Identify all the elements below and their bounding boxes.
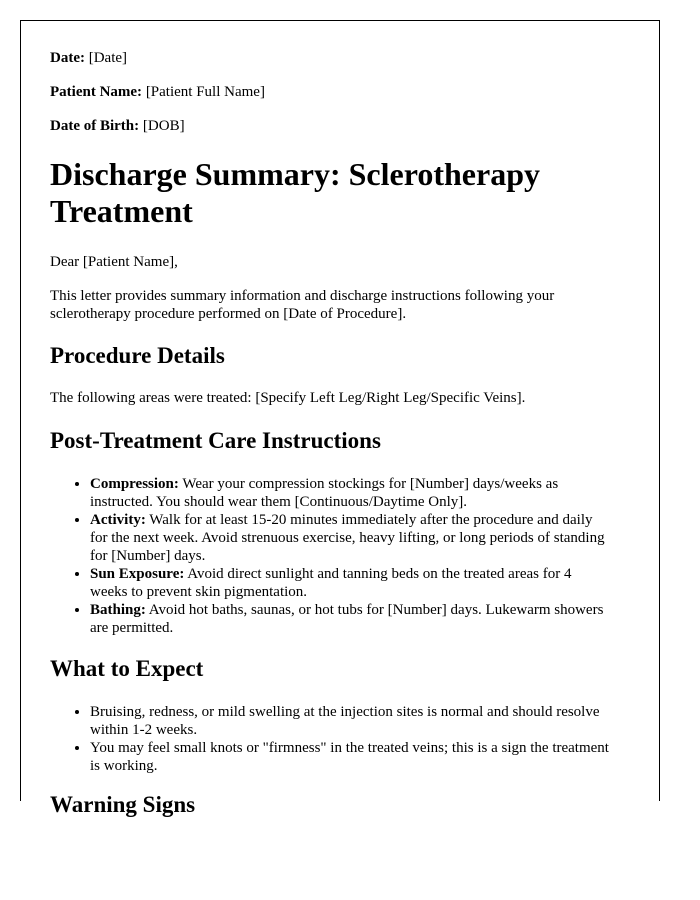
greeting: Dear [Patient Name], [50,254,178,270]
care-heading: Post-Treatment Care Instructions [50,428,381,453]
list-item-sun-exposure [90,565,610,601]
care-list [50,475,610,637]
bathing-label: Bathing: [90,602,146,618]
warning-heading: Warning Signs [50,792,196,817]
list-item-compression [90,475,610,511]
date-line [50,49,127,67]
patient-name-line [50,83,265,101]
dob-label: Date of Birth: [50,118,140,134]
letter-page [20,20,660,817]
dob-line [50,117,185,135]
procedure-heading: Procedure Details [50,343,225,368]
list-item-activity [90,511,610,565]
activity-label: Activity: [90,512,146,528]
sun-exposure-label: Sun Exposure: [90,566,185,582]
page-title: Discharge Summary: Sclerotherapy Treatment [50,156,540,229]
compression-text: Wear your compression stockings for [Number] days/weeks as instructed. You should wear them [Continuous/Daytime Only]. [90,476,559,510]
list-item-bathing [90,601,610,637]
dob-value: [DOB] [142,118,185,134]
patient-name-label: Patient Name: [50,84,143,100]
date-value: [Date] [88,50,128,66]
expect-list [50,703,610,775]
list-item-knots: • You may feel small knots or "firmness" in the treated veins; this is a sign the treatment is working. [90,739,610,775]
intro-paragraph: This letter provides summary information and discharge instructions following your sclerotherapy procedure performed on [Date of Procedure]. [50,288,555,322]
activity-text: Walk for at least 15-20 minutes immediately after the procedure and daily for the next week. Avoid strenuous exercise, heavy lifting, or long periods of standing for [Number] days. [90,512,605,564]
procedure-text: The following areas were treated: [Specify Left Leg/Right Leg/Specific Veins]. [50,390,526,406]
date-label: Date: [50,50,85,66]
expect-heading: What to Expect [50,656,204,681]
sun-exposure-text: Avoid direct sunlight and tanning beds on the treated areas for 4 weeks to prevent skin pigmentation. [90,566,572,600]
compression-label: Compression: [90,476,179,492]
bathing-text: Avoid hot baths, saunas, or hot tubs for [Number] days. Lukewarm showers are permitted. [90,602,604,636]
list-item-bruising: • Bruising, redness, or mild swelling at the injection sites is normal and should resolve within 1-2 weeks. [90,703,610,739]
patient-name-value: [Patient Full Name] [145,84,265,100]
